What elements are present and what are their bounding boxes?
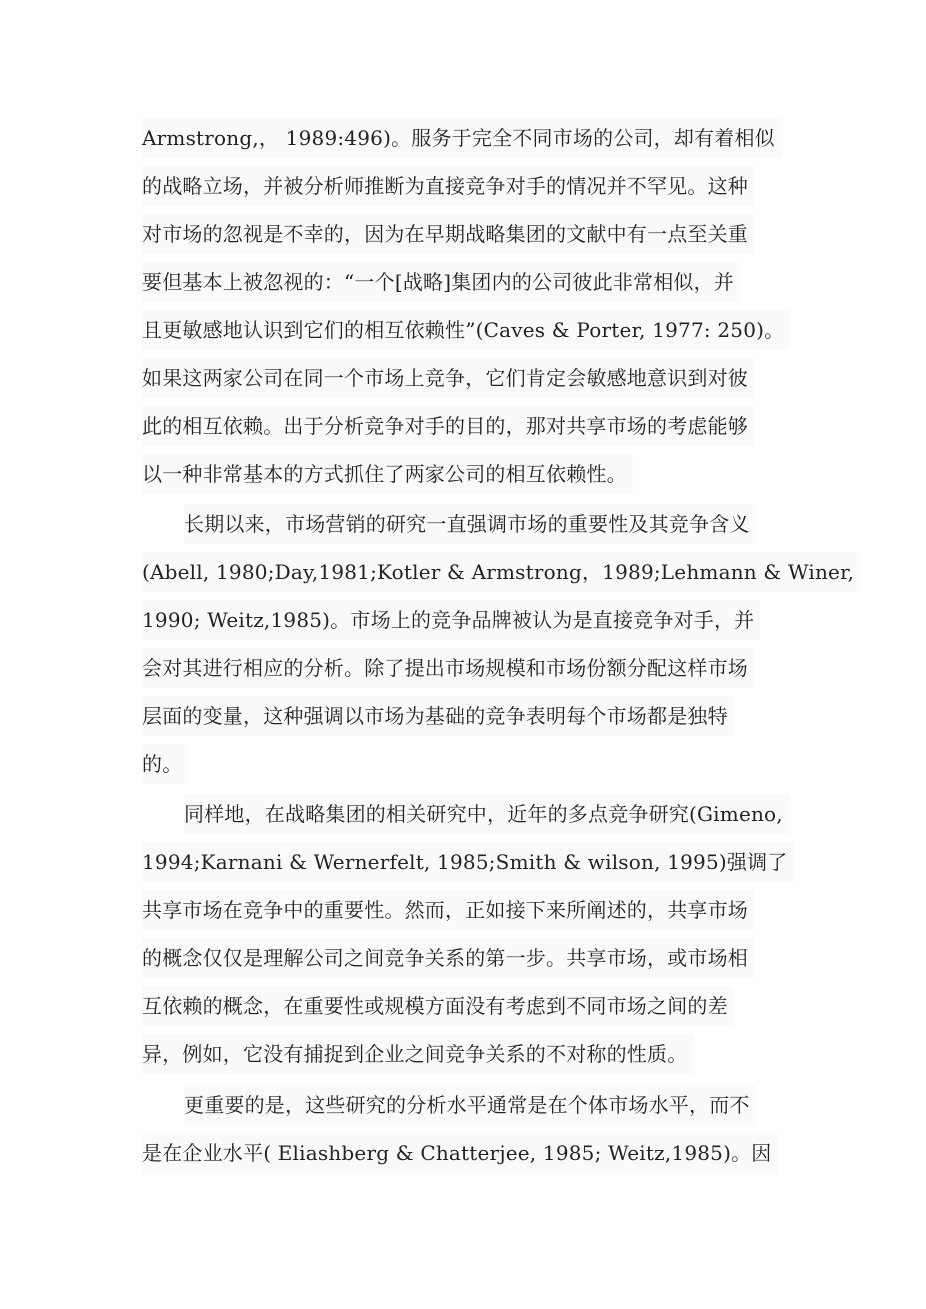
text-line: 互依赖的概念，在重要性或规模方面没有考虑到不同市场之间的差 (142, 986, 734, 1026)
text-line: 要但基本上被忽视的：“一个[战略]集团内的公司彼此非常相似，并 (142, 262, 740, 302)
paragraph-first-line: 同样地，在战略集团的相关研究中，近年的多点竞争研究(Gimeno, (184, 794, 789, 834)
text-line: 是在企业水平( Eliashberg & Chatterjee, 1985; Weitz,1985)。因 (142, 1133, 778, 1173)
text-line: 异，例如，它没有捕捉到企业之间竞争关系的不对称的性质。 (142, 1034, 693, 1074)
text-line: (Abell, 1980;Day,1981;Kotler & Armstrong，1989;Lehmann & Winer, (142, 552, 860, 592)
text-line: 如果这两家公司在同一个市场上竞争，它们肯定会敏感地意识到对彼 (142, 358, 754, 398)
text-line: 共享市场在竞争中的重要性。然而，正如接下来所阐述的，共享市场 (142, 890, 754, 930)
text-line: 1994;Karnani & Wernerfelt, 1985;Smith & wilson, 1995)强调了 (142, 842, 794, 882)
text-line: 对市场的忽视是不幸的，因为在早期战略集团的文献中有一点至关重 (142, 214, 754, 254)
text-line: 的战略立场，并被分析师推断为直接竞争对手的情况并不罕见。这种 (142, 166, 754, 206)
text-line: 此的相互依赖。出于分析竞争对手的目的，那对共享市场的考虑能够 (142, 406, 754, 446)
paragraph-first-line: 更重要的是，这些研究的分析水平通常是在个体市场水平，而不 (184, 1085, 756, 1125)
text-line: 的。 (142, 744, 188, 784)
text-line: Armstrong,， 1989:496)。服务于完全不同市场的公司，却有着相似 (142, 118, 781, 158)
text-line: 且更敏感地认识到它们的相互依赖性”(Caves & Porter, 1977: 250)。 (142, 310, 790, 350)
text-line: 以一种非常基本的方式抓住了两家公司的相互依赖性。 (142, 454, 633, 494)
text-line: 层面的变量，这种强调以市场为基础的竞争表明每个市场都是独特 (142, 696, 734, 736)
text-line: 的概念仅仅是理解公司之间竞争关系的第一步。共享市场，或市场相 (142, 938, 754, 978)
text-line: 会对其进行相应的分析。除了提出市场规模和市场份额分配这样市场 (142, 648, 754, 688)
paragraph-first-line: 长期以来，市场营销的研究一直强调市场的重要性及其竞争含义 (184, 504, 756, 544)
text-line: 1990; Weitz,1985)。市场上的竞争品牌被认为是直接竞争对手，并 (142, 600, 760, 640)
